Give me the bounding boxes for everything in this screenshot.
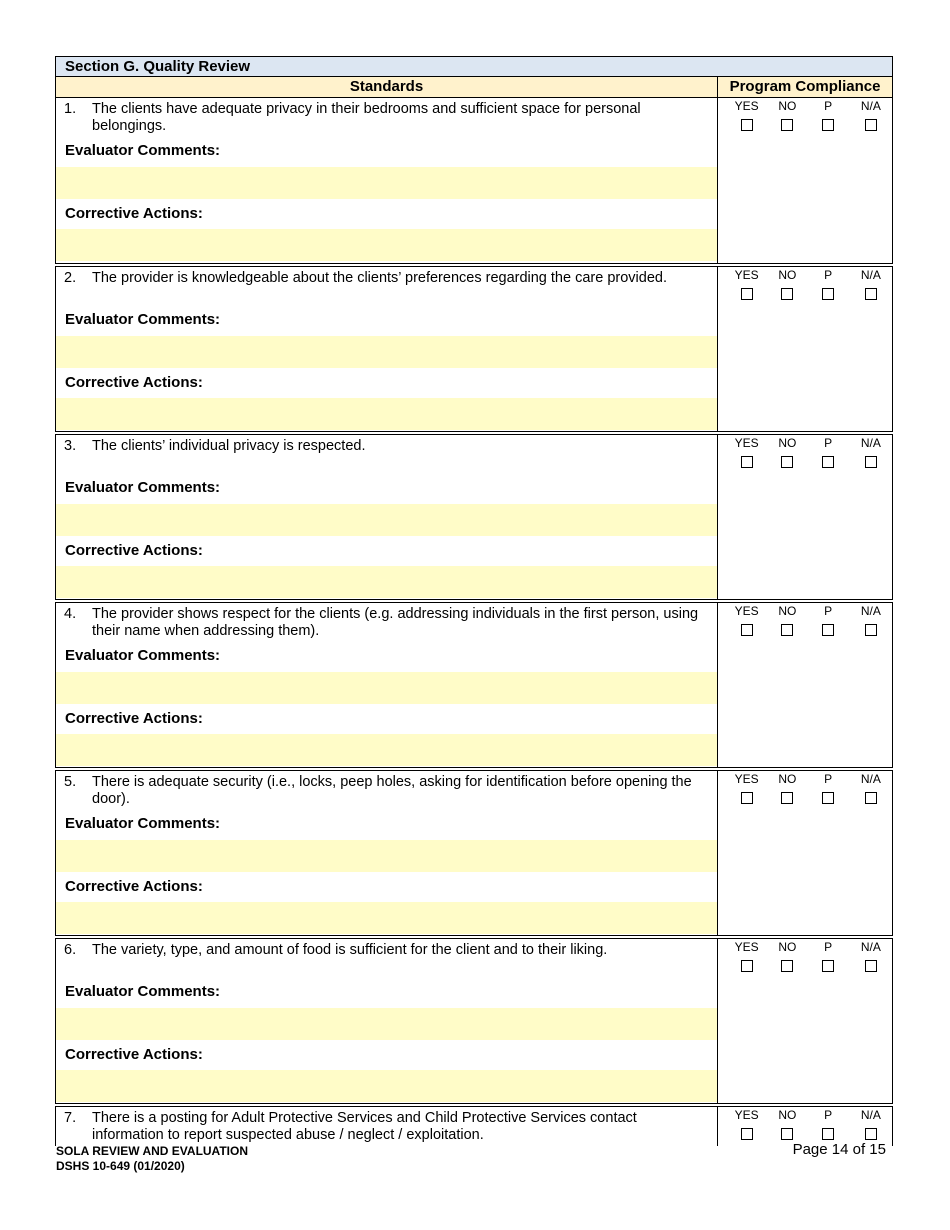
- standard-text: [64, 942, 712, 959]
- standard-number: 4.: [64, 606, 77, 622]
- option-label: P: [824, 268, 833, 282]
- compliance-checkbox[interactable]: [741, 624, 753, 636]
- option-label: YES: [734, 604, 759, 618]
- compliance-option: [768, 773, 806, 804]
- corrective-actions-field[interactable]: [56, 902, 717, 934]
- compliance-checkbox[interactable]: [822, 624, 834, 636]
- standard-cell: [56, 603, 718, 767]
- evaluator-comments-field[interactable]: [56, 672, 717, 704]
- option-label: N/A: [860, 940, 881, 954]
- standard-item: [55, 938, 893, 1104]
- option-label: YES: [734, 940, 759, 954]
- option-label: NO: [778, 772, 797, 786]
- compliance-option: [768, 1109, 806, 1140]
- compliance-checkbox[interactable]: [865, 1128, 877, 1140]
- standard-description: The provider shows respect for the clients (e.g. addressing individuals in the first person, using their name when addressing them).: [92, 606, 699, 639]
- compliance-option: [850, 437, 892, 468]
- compliance-checkbox[interactable]: [781, 456, 793, 468]
- compliance-option: [768, 100, 806, 131]
- corrective-actions-label: Corrective Actions:: [65, 710, 203, 727]
- form-number: DSHS 10-649 (01/2020): [56, 1159, 185, 1173]
- option-label: P: [824, 772, 833, 786]
- evaluator-comments-field[interactable]: [56, 504, 717, 536]
- compliance-cell: [718, 267, 892, 431]
- standard-text: [64, 606, 712, 640]
- option-label: YES: [734, 772, 759, 786]
- option-label: P: [824, 604, 833, 618]
- compliance-option: [768, 269, 806, 300]
- corrective-actions-field[interactable]: [56, 398, 717, 430]
- standard-description: There is adequate security (i.e., locks, peep holes, asking for identification before opening the door).: [92, 774, 692, 807]
- evaluator-comments-field[interactable]: [56, 336, 717, 368]
- standard-description: The clients’ individual privacy is respected.: [92, 438, 366, 454]
- compliance-option: [725, 437, 768, 468]
- option-label: P: [824, 1108, 833, 1122]
- compliance-checkbox[interactable]: [865, 288, 877, 300]
- section-title: Section G. Quality Review: [55, 56, 893, 77]
- option-label: NO: [778, 1108, 797, 1122]
- standard-item: [55, 98, 893, 264]
- compliance-option: [850, 100, 892, 131]
- standard-item: [55, 602, 893, 768]
- compliance-cell: [718, 98, 892, 263]
- evaluator-comments-label: Evaluator Comments:: [65, 647, 221, 664]
- compliance-option: [807, 773, 850, 804]
- compliance-checkbox[interactable]: [781, 288, 793, 300]
- footer-form-info: [56, 1144, 248, 1174]
- corrective-actions-field[interactable]: [56, 229, 717, 261]
- standard-cell: [56, 98, 718, 263]
- compliance-option: [725, 100, 768, 131]
- option-label: N/A: [860, 268, 881, 282]
- compliance-checkbox[interactable]: [865, 960, 877, 972]
- compliance-option: [807, 437, 850, 468]
- corrective-actions-label: Corrective Actions:: [65, 1046, 203, 1063]
- option-label: NO: [778, 268, 797, 282]
- standard-description: The provider is knowledgeable about the clients’ preferences regarding the care provided.: [92, 270, 667, 286]
- compliance-cell: [718, 939, 892, 1103]
- compliance-checkbox[interactable]: [741, 288, 753, 300]
- corrective-actions-label: Corrective Actions:: [65, 374, 203, 391]
- page-number: Page 14 of 15: [792, 1141, 886, 1158]
- standard-description: The variety, type, and amount of food is sufficient for the client and to their liking.: [92, 942, 608, 958]
- option-label: P: [824, 436, 833, 450]
- program-compliance-header: Program Compliance: [729, 78, 881, 95]
- compliance-checkbox[interactable]: [822, 119, 834, 131]
- evaluator-comments-field[interactable]: [56, 1008, 717, 1040]
- standard-text: [64, 774, 712, 808]
- corrective-actions-label: Corrective Actions:: [65, 205, 203, 222]
- compliance-option: [725, 941, 768, 972]
- standard-number: 3.: [64, 438, 77, 454]
- compliance-checkbox[interactable]: [865, 456, 877, 468]
- evaluator-comments-label: Evaluator Comments:: [65, 479, 221, 496]
- compliance-option: [850, 1109, 892, 1140]
- compliance-option: [768, 437, 806, 468]
- compliance-option: [807, 941, 850, 972]
- compliance-checkbox[interactable]: [741, 960, 753, 972]
- standard-cell: [56, 939, 718, 1103]
- option-label: YES: [734, 268, 759, 282]
- evaluator-comments-field[interactable]: [56, 167, 717, 199]
- option-label: YES: [734, 436, 759, 450]
- standard-item: [55, 434, 893, 600]
- standard-description: There is a posting for Adult Protective Services and Child Protective Services contact information to report suspected abuse / neglect / exploitation.: [92, 1110, 637, 1143]
- corrective-actions-field[interactable]: [56, 734, 717, 766]
- compliance-checkbox[interactable]: [781, 119, 793, 131]
- compliance-checkbox[interactable]: [822, 288, 834, 300]
- compliance-option: [807, 269, 850, 300]
- compliance-option: [850, 605, 892, 636]
- corrective-actions-field[interactable]: [56, 566, 717, 598]
- option-label: N/A: [860, 99, 881, 113]
- standard-cell: [56, 267, 718, 431]
- option-label: N/A: [860, 436, 881, 450]
- standard-item: [55, 1106, 893, 1146]
- option-label: YES: [734, 99, 759, 113]
- option-label: NO: [778, 604, 797, 618]
- standard-text: [64, 438, 712, 455]
- option-label: P: [824, 99, 833, 113]
- evaluator-comments-label: Evaluator Comments:: [65, 983, 221, 1000]
- table-header: [55, 77, 893, 98]
- standard-cell: [56, 435, 718, 599]
- option-label: N/A: [860, 1108, 881, 1122]
- option-label: P: [824, 940, 833, 954]
- compliance-option: [725, 773, 768, 804]
- form-title: SOLA REVIEW AND EVALUATION: [56, 1144, 248, 1158]
- compliance-checkbox[interactable]: [865, 792, 877, 804]
- compliance-option: [725, 605, 768, 636]
- standard-text: [64, 101, 712, 135]
- standard-cell: [56, 1107, 718, 1146]
- compliance-option: [725, 269, 768, 300]
- compliance-cell: [718, 603, 892, 767]
- corrective-actions-label: Corrective Actions:: [65, 878, 203, 895]
- compliance-checkbox[interactable]: [781, 792, 793, 804]
- compliance-checkbox[interactable]: [741, 1128, 753, 1140]
- standard-text: [64, 1110, 712, 1144]
- compliance-checkbox[interactable]: [822, 1128, 834, 1140]
- evaluator-comments-label: Evaluator Comments:: [65, 142, 221, 159]
- compliance-checkbox[interactable]: [741, 119, 753, 131]
- compliance-checkbox[interactable]: [741, 456, 753, 468]
- compliance-checkbox[interactable]: [781, 624, 793, 636]
- compliance-checkbox[interactable]: [822, 456, 834, 468]
- compliance-cell: [718, 435, 892, 599]
- compliance-checkbox[interactable]: [741, 792, 753, 804]
- compliance-cell: [718, 771, 892, 935]
- standards-header: Standards: [56, 77, 718, 97]
- option-label: NO: [778, 940, 797, 954]
- compliance-checkbox[interactable]: [865, 624, 877, 636]
- compliance-option: [807, 1109, 850, 1140]
- compliance-option: [807, 100, 850, 131]
- compliance-checkbox[interactable]: [822, 792, 834, 804]
- corrective-actions-label: Corrective Actions:: [65, 542, 203, 559]
- standard-number: 5.: [64, 774, 77, 790]
- standard-text: [64, 270, 712, 287]
- compliance-checkbox[interactable]: [865, 119, 877, 131]
- compliance-checkbox[interactable]: [822, 960, 834, 972]
- compliance-option: [725, 1109, 768, 1140]
- standard-number: 7.: [64, 1110, 77, 1126]
- compliance-checkbox[interactable]: [781, 960, 793, 972]
- compliance-option: [807, 605, 850, 636]
- standard-item: [55, 770, 893, 936]
- compliance-option: [850, 773, 892, 804]
- option-label: N/A: [860, 772, 881, 786]
- evaluator-comments-field[interactable]: [56, 840, 717, 872]
- compliance-option: [768, 605, 806, 636]
- standard-number: 1.: [64, 101, 77, 117]
- standard-number: 6.: [64, 942, 77, 958]
- compliance-checkbox[interactable]: [781, 1128, 793, 1140]
- option-label: NO: [778, 436, 797, 450]
- standard-description: The clients have adequate privacy in their bedrooms and sufficient space for personal belongings.: [92, 101, 641, 134]
- compliance-option: [850, 941, 892, 972]
- quality-review-form: [55, 56, 893, 1146]
- compliance-option: [850, 269, 892, 300]
- evaluator-comments-label: Evaluator Comments:: [65, 815, 221, 832]
- option-label: YES: [734, 1108, 759, 1122]
- standard-cell: [56, 771, 718, 935]
- standard-number: 2.: [64, 270, 77, 286]
- option-label: NO: [778, 99, 797, 113]
- compliance-option: [768, 941, 806, 972]
- option-label: N/A: [860, 604, 881, 618]
- standard-item: [55, 266, 893, 432]
- evaluator-comments-label: Evaluator Comments:: [65, 311, 221, 328]
- corrective-actions-field[interactable]: [56, 1070, 717, 1102]
